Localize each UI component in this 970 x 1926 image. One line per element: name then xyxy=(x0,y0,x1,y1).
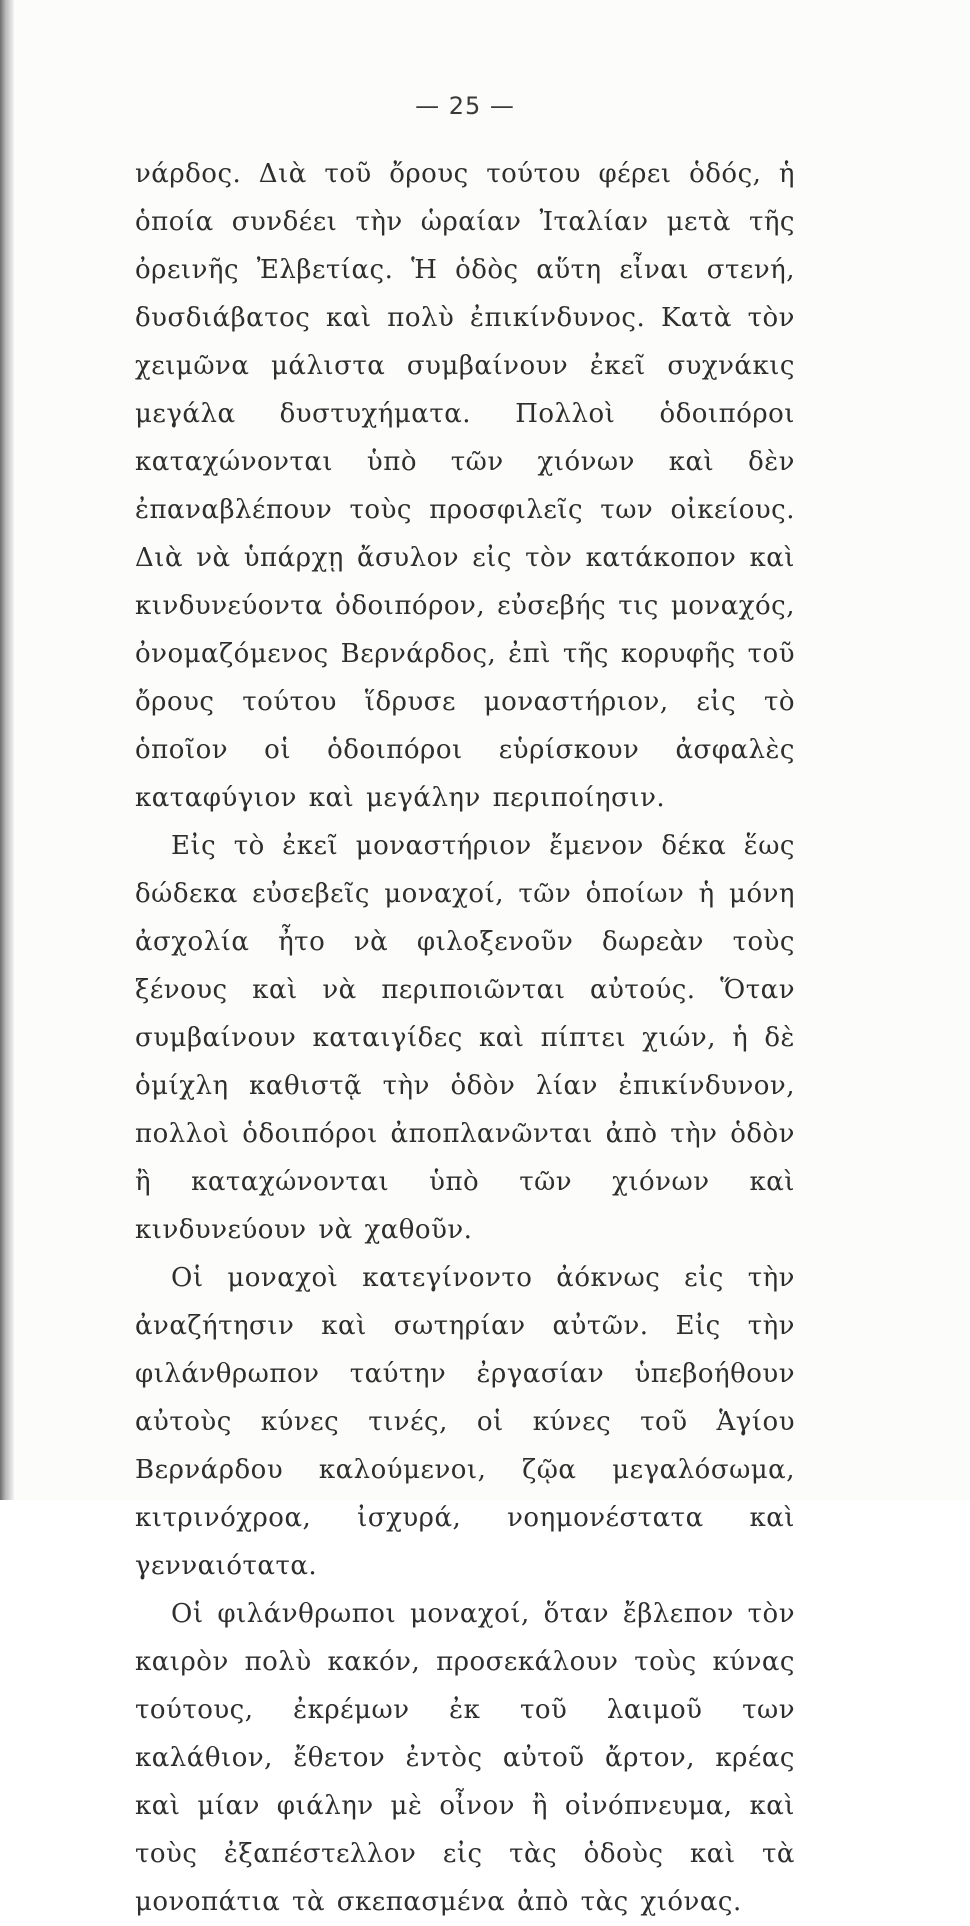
page-binding-edge xyxy=(0,0,14,1500)
body-text xyxy=(135,150,795,1926)
paragraph-3: Οἱ μοναχοὶ κατεγίνοντο ἀόκνως εἰς τὴν ἀναζήτησιν καὶ σωτηρίαν αὐτῶν. Εἰς τὴν φιλάνθρωπον ταύτην ἐργασίαν ὑπεβοήθουν αὐτοὺς κύνες τινές, οἱ κύνες τοῦ Ἁγίου Βερνάρδου καλούμενοι, ζῷα μεγαλόσωμα, κιτρινόχροα, ἰσχυρά, νοημονέστατα καὶ γενναιότατα. xyxy=(135,1263,795,1581)
page-number: — 25 — xyxy=(415,92,515,120)
paragraph-2: Εἰς τὸ ἐκεῖ μοναστήριον ἔμενον δέκα ἕως δώδεκα εὐσεβεῖς μοναχοί, τῶν ὁποίων ἡ μόνη ἀσχολία ἦτο νὰ φιλοξενοῦν δωρεὰν τοὺς ξένους καὶ νὰ περιποιῶνται αὐτούς. Ὅταν συμβαίνουν καταιγίδες καὶ πίπτει χιών, ἡ δὲ ὁμίχλη καθιστᾷ τὴν ὁδὸν λίαν ἐπικίνδυνον, πολλοὶ ὁδοιπόροι ἀποπλανῶνται ἀπὸ τὴν ὁδὸν ἢ καταχώνονται ὑπὸ τῶν χιόνων καὶ κινδυνεύουν νὰ χαθοῦν. xyxy=(135,831,795,1245)
paragraph-4: Οἱ φιλάνθρωποι μοναχοί, ὅταν ἔβλεπον τὸν καιρὸν πολὺ κακόν, προσεκάλουν τοὺς κύνας τούτους, ἐκρέμων ἐκ τοῦ λαιμοῦ των καλάθιον, ἔθετον ἐντὸς αὐτοῦ ἄρτον, κρέας καὶ μίαν φιάλην μὲ οἶνον ἢ οἰνόπνευμα, καὶ τοὺς ἐξαπέστελλον εἰς τὰς ὁδοὺς καὶ τὰ μονοπάτια τὰ σκεπασμένα ἀπὸ τὰς χιόνας. xyxy=(135,1599,795,1917)
paragraph-1: νάρδος. Διὰ τοῦ ὄρους τούτου φέρει ὁδός, ἡ ὁποία συνδέει τὴν ὡραίαν Ἰταλίαν μετὰ τῆς ὀρεινῆς Ἐλβετίας. Ἡ ὁδὸς αὕτη εἶναι στενή, δυσδιάβατος καὶ πολὺ ἐπικίνδυνος. Κατὰ τὸν χειμῶνα μάλιστα συμβαίνουν ἐκεῖ συχνάκις μεγάλα δυστυχήματα. Πολλοὶ ὁδοιπόροι καταχώνονται ὑπὸ τῶν χιόνων καὶ δὲν ἐπαναβλέπουν τοὺς προσφιλεῖς των οἰκείους. Διὰ νὰ ὑπάρχῃ ἄσυλον εἰς τὸν κατάκοπον καὶ κινδυνεύοντα ὁδοιπόρον, εὐσεβής τις μοναχός, ὀνομαζόμενος Βερνάρδος, ἐπὶ τῆς κορυφῆς τοῦ ὄρους τούτου ἵδρυσε μοναστήριον, εἰς τὸ ὁποῖον οἱ ὁδοιπόροι εὑρίσκουν ἀσφαλὲς καταφύγιον καὶ μεγάλην περιποίησιν. xyxy=(135,159,795,813)
